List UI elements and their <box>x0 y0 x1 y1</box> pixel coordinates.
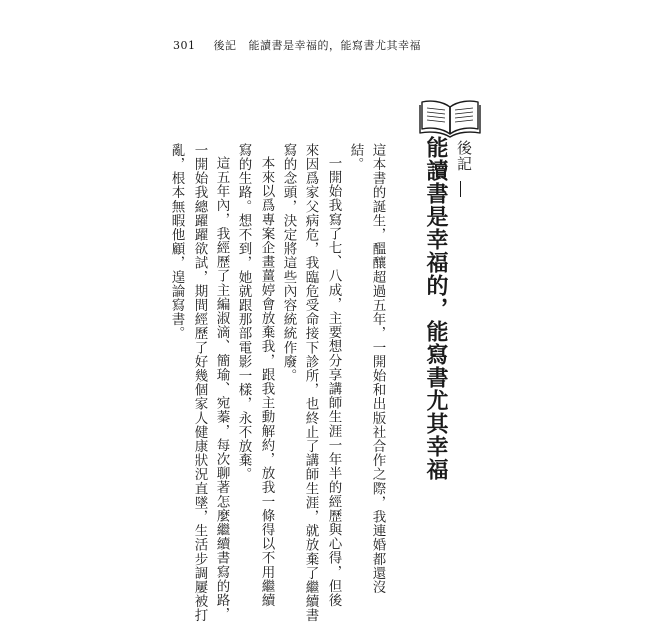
body-line: 這五年內，我經歷了主編淑滴、簡瑜、宛蓁，每次聊著怎麼繼續書寫的路， <box>213 156 230 622</box>
open-book-icon <box>418 95 482 139</box>
body-line: 這本書的誕生，醞釀超過五年，一開始和出版社合作之際，我連婚都還沒 <box>369 143 386 595</box>
body-line: 一開始我總躍躍欲試，期間經歷了好幾個家人健康狀況直墜，生活步調屢被打 <box>191 143 208 622</box>
body-line: 本來以爲專案企畫薑婷會放棄我，跟我主動解約，放我一條得以不用繼續 <box>258 156 275 608</box>
body-line: 寫的生路。想不到，她就跟那部電影一樣，永不放棄。 <box>235 143 252 482</box>
body-line: 來因爲家父病危，我臨危受命接下診所，也終止了講師生涯，就放棄了繼續書 <box>302 143 319 622</box>
heading-rule <box>460 181 461 197</box>
heading-label: 後記 <box>455 140 473 172</box>
page-number: 301 <box>173 39 196 52</box>
body-line: 結。 <box>347 143 364 172</box>
body-line: 一開始我寫了七、八成，主要想分享講師生涯一年半的經歷與心得，但後 <box>325 156 342 608</box>
body-line: 亂，根本無暇他顧，遑論寫書。 <box>168 143 185 341</box>
body-line: 寫的念頭，決定將這些內容統統作廢。 <box>280 143 297 383</box>
header-section: 後記 <box>213 39 237 52</box>
running-header <box>173 37 421 53</box>
header-running-title: 能讀書是幸福的，能寫書尤其幸福 <box>248 39 421 52</box>
chapter-title: 能讀書是幸福的，能寫書尤其幸福 <box>423 136 448 481</box>
